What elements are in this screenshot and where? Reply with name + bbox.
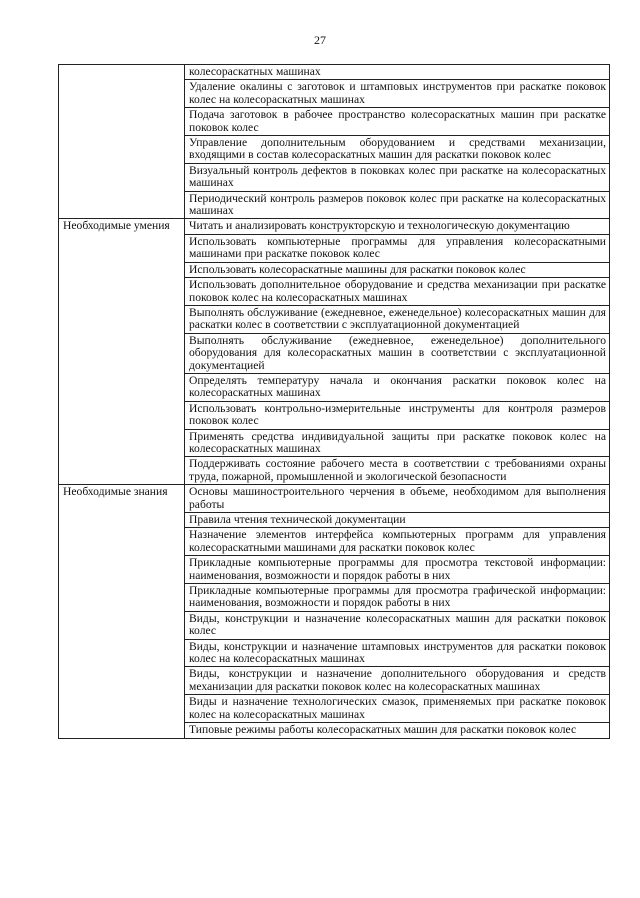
section-item: Прикладные компьютерные программы для просмотра текстовой информации: наименования, возможности и порядок работы в них xyxy=(185,556,610,584)
section-item: Удаление окалины с заготовок и штамповых инструментов при раскатке поковок колес на колесораскатных машинах xyxy=(185,80,610,108)
section-item: Использовать компьютерные программы для управления колесораскатными машинами при раскатке поковок колес xyxy=(185,234,610,262)
section-item: Виды, конструкции и назначение колесораскатных машин для раскатки поковок колес xyxy=(185,611,610,639)
section-item: Типовые режимы работы колесораскатных машин для раскатки поковок колес xyxy=(185,723,610,738)
section-item: Управление дополнительным оборудованием и средствами механизации, входящими в состав колесораскатных машин для раскатки поковок колес xyxy=(185,136,610,164)
section-item: Виды, конструкции и назначение штамповых инструментов для раскатки поковок колес на колесораскатных машинах xyxy=(185,639,610,667)
table-row xyxy=(59,485,610,513)
section-item: Подача заготовок в рабочее пространство колесораскатных машин при раскатке поковок колес xyxy=(185,108,610,136)
section-item: Правила чтения технической документации xyxy=(185,513,610,528)
section-item: Использовать колесораскатные машины для раскатки поковок колес xyxy=(185,262,610,277)
section-item: Прикладные компьютерные программы для просмотра графической информации: наименования, возможности и порядок работы в них xyxy=(185,584,610,612)
requirements-table xyxy=(58,64,610,739)
table-row xyxy=(59,219,610,234)
section-item: Читать и анализировать конструкторскую и технологическую документацию xyxy=(185,219,610,234)
section-item: Выполнять обслуживание (ежедневное, еженедельное) колесораскатных машин для раскатки колес в соответствии с эксплуатационной документацией xyxy=(185,305,610,333)
section-label xyxy=(59,65,185,219)
section-item: Периодический контроль размеров поковок колес при раскатке на колесораскатных машинах xyxy=(185,191,610,219)
section-label: Необходимые знания xyxy=(59,485,185,738)
section-item: Назначение элементов интерфейса компьютерных программ для управления колесораскатными машинами для раскатки поковок колес xyxy=(185,528,610,556)
section-item: Использовать контрольно-измерительные инструменты для контроля размеров поковок колес xyxy=(185,401,610,429)
section-item: Виды и назначение технологических смазок, применяемых при раскатке поковок колес на колесораскатных машинах xyxy=(185,695,610,723)
table-row xyxy=(59,65,610,80)
section-item: Выполнять обслуживание (ежедневное, еженедельное) дополнительного оборудования для колесораскатных машин в соответствии с эксплуатационной документацией xyxy=(185,333,610,373)
section-item: Поддерживать состояние рабочего места в соответствии с требованиями охраны труда, пожарной, промышленной и экологической безопасности xyxy=(185,457,610,485)
requirements-table-body xyxy=(59,65,610,739)
section-item: Виды, конструкции и назначение дополнительного оборудования и средств механизации для раскатки поковок колес на колесораскатных машинах xyxy=(185,667,610,695)
section-item: Определять температуру начала и окончания раскатки поковок колес на колесораскатных машинах xyxy=(185,373,610,401)
section-item: колесораскатных машинах xyxy=(185,65,610,80)
section-item: Визуальный контроль дефектов в поковках колес при раскатке на колесораскатных машинах xyxy=(185,163,610,191)
section-item: Использовать дополнительное оборудование и средства механизации при раскатке поковок колес на колесораскатных машинах xyxy=(185,278,610,306)
section-label: Необходимые умения xyxy=(59,219,185,485)
section-item: Применять средства индивидуальной защиты при раскатке поковок колес на колесораскатных машинах xyxy=(185,429,610,457)
page-number: 27 xyxy=(314,33,326,47)
section-item: Основы машиностроительного черчения в объеме, необходимом для выполнения работы xyxy=(185,485,610,513)
